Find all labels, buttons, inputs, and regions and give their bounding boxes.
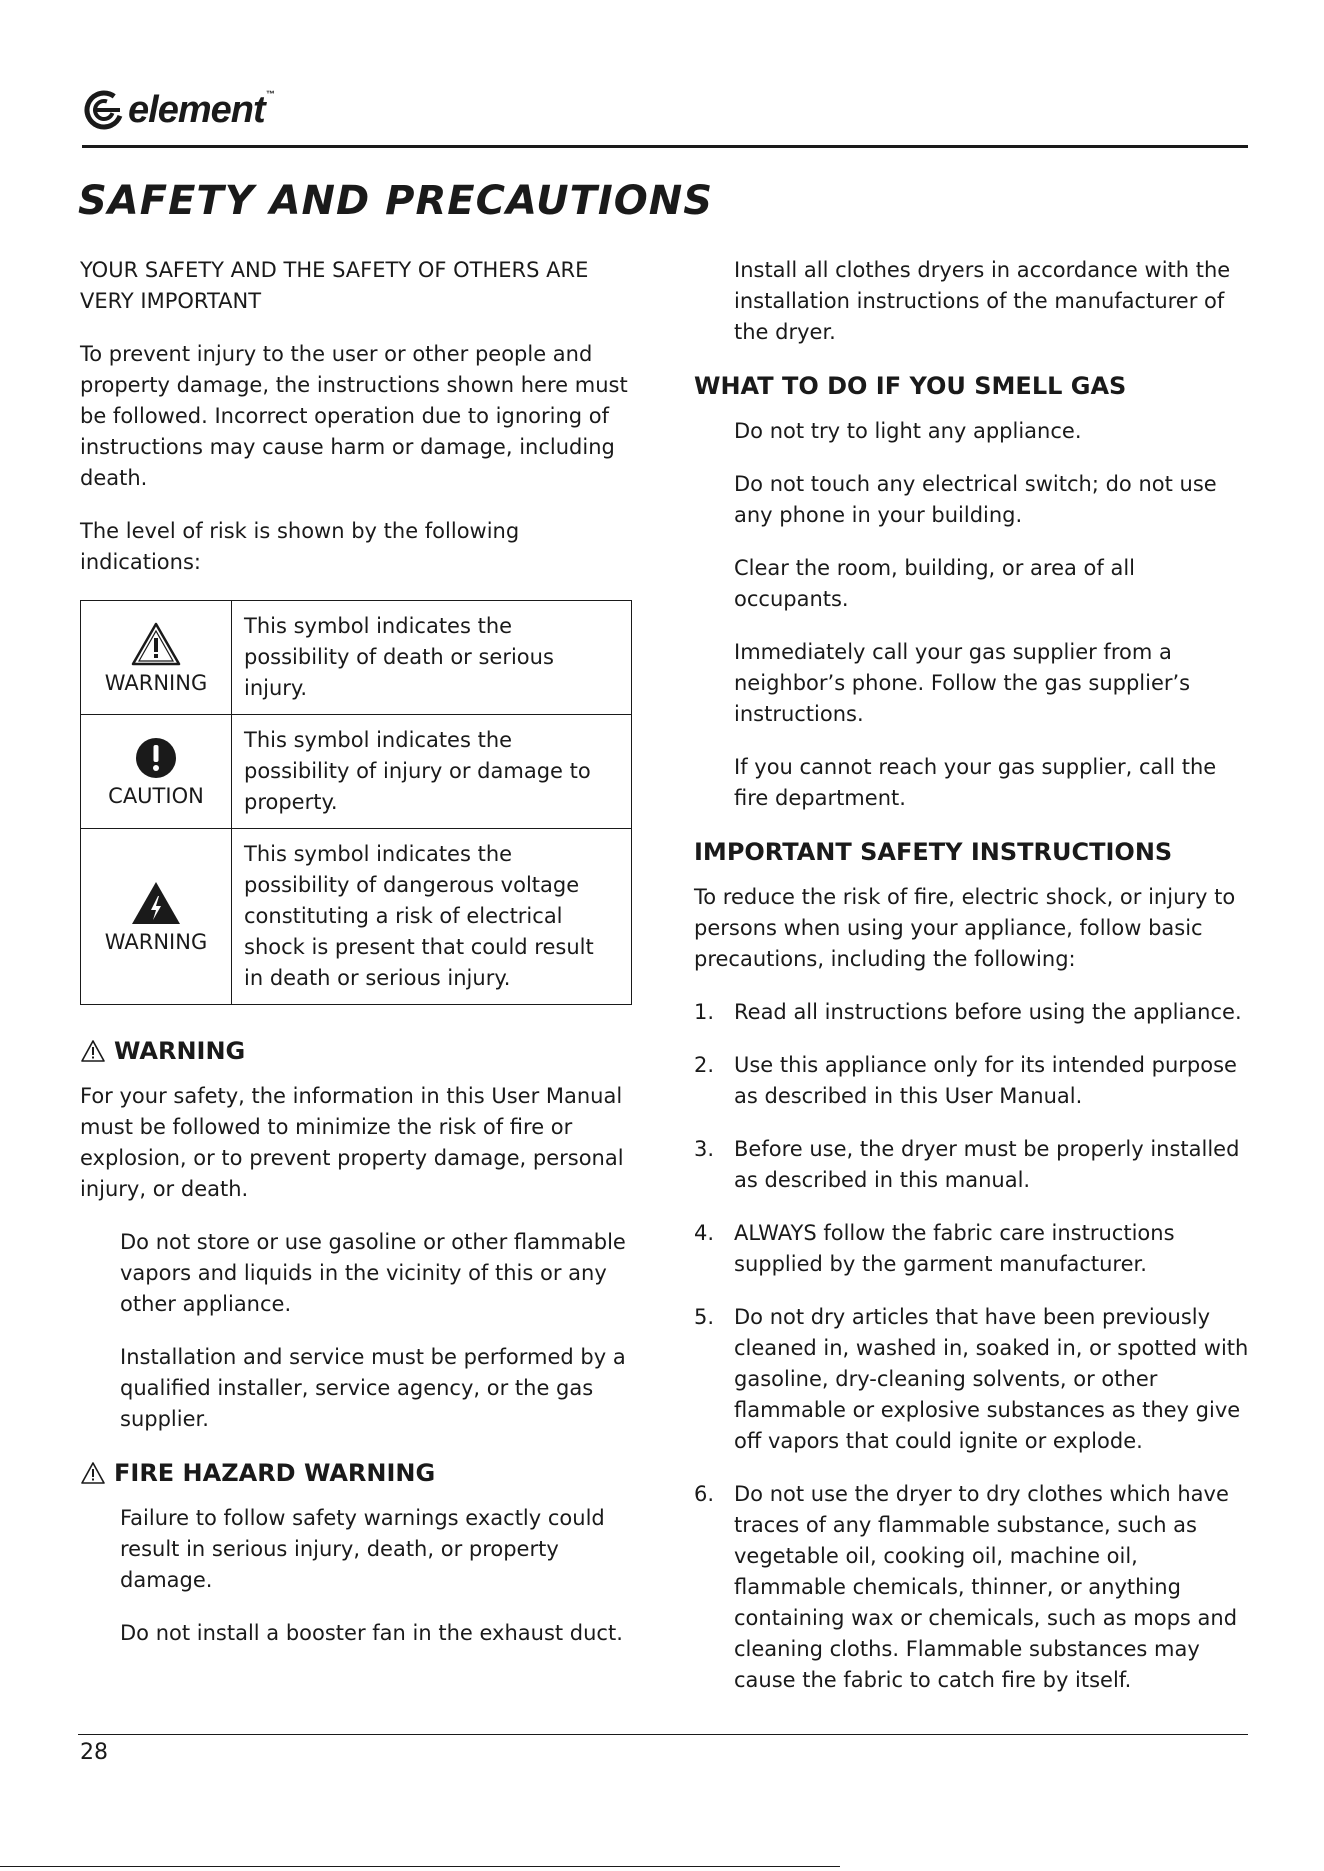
- exclamation-circle-icon: [134, 736, 178, 780]
- fire-item: Do not install a booster fan in the exhaust duct.: [120, 1621, 623, 1645]
- warning-triangle-icon: [80, 1461, 106, 1485]
- install-paragraph: Install all clothes dryers in accordance with the installation instructions of the manufacturer of the dryer.: [734, 258, 1231, 344]
- risk-description: This symbol indicates the possibility of death or serious injury.: [244, 614, 554, 700]
- header-divider: [82, 145, 1248, 148]
- fire-hazard-heading: FIRE HAZARD WARNING: [80, 1457, 640, 1489]
- list-item: 3. Before use, the dryer must be properly installed as described in this manual.: [694, 1137, 1240, 1192]
- gas-item: Immediately call your gas supplier from a neighbor’s phone. Follow the gas supplier’s instructions.: [734, 640, 1191, 726]
- risk-label: CAUTION: [108, 783, 204, 808]
- brand-header: [82, 88, 274, 132]
- gas-item: Do not try to light any appliance.: [734, 419, 1082, 443]
- gas-item: Clear the room, building, or area of all occupants.: [734, 556, 1135, 611]
- table-row: [81, 601, 632, 715]
- gas-item: Do not touch any electrical switch; do not use any phone in your building.: [734, 472, 1217, 527]
- left-column: [80, 255, 640, 1649]
- fire-item: Failure to follow safety warnings exactly could result in serious injury, death, or property damage.: [120, 1506, 605, 1592]
- intro-paragraph: To prevent injury to the user or other people and property damage, the instructions shown here must be followed. Incorrect operation due to ignoring of instructions may cause harm or damage, including death.: [80, 342, 628, 490]
- warning-triangle-icon: [80, 1039, 106, 1063]
- risk-description: This symbol indicates the possibility of injury or damage to property.: [244, 728, 591, 814]
- warning-heading: WARNING: [80, 1035, 640, 1067]
- list-item: 2. Use this appliance only for its intended purpose as described in this User Manual.: [694, 1053, 1237, 1108]
- warning-paragraph: For your safety, the information in this User Manual must be followed to minimize the risk of fire or explosion, or to prevent property damage, personal injury, or death.: [80, 1084, 624, 1201]
- intro-caps: YOUR SAFETY AND THE SAFETY OF OTHERS ARE VERY IMPORTANT: [80, 258, 589, 313]
- safety-steps-list: [694, 997, 1254, 1696]
- brand-name: element™: [128, 88, 274, 131]
- gas-item: If you cannot reach your gas supplier, call the fire department.: [734, 755, 1217, 810]
- important-safety-heading: IMPORTANT SAFETY INSTRUCTIONS: [694, 838, 1173, 866]
- bottom-edge-line: [0, 1866, 840, 1867]
- risk-label: WARNING: [104, 670, 208, 695]
- list-item: 4. ALWAYS follow the fabric care instructions supplied by the garment manufacturer.: [694, 1221, 1175, 1276]
- risk-description: This symbol indicates the possibility of dangerous voltage constituting a risk of electrical shock is present that could result in death or serious injury.: [244, 842, 594, 990]
- page-number: 28: [80, 1740, 108, 1765]
- gas-heading: WHAT TO DO IF YOU SMELL GAS: [694, 372, 1127, 400]
- warning-item: Do not store or use gasoline or other flammable vapors and liquids in the vicinity of this or any other appliance.: [120, 1230, 626, 1316]
- important-safety-paragraph: To reduce the risk of fire, electric shock, or injury to persons when using your appliance, follow basic precautions, including the following:: [694, 885, 1236, 971]
- right-column: [694, 255, 1254, 1718]
- table-row: [81, 715, 632, 829]
- risk-symbol-table: [80, 600, 632, 1005]
- risk-label: WARNING: [104, 929, 208, 954]
- warning-item: Installation and service must be performed by a qualified installer, service agency, or the gas supplier.: [120, 1345, 626, 1431]
- list-item: 5. Do not dry articles that have been previously cleaned in, washed in, soaked in, or spotted with gasoline, dry-cleaning solvents, or other flammable or explosive substances as they give off vapors that could ignite or explode.: [694, 1305, 1249, 1453]
- footer-divider: [78, 1734, 1248, 1735]
- warning-triangle-icon: [130, 621, 182, 667]
- list-item: 1. Read all instructions before using the appliance.: [694, 1000, 1242, 1024]
- risk-intro: The level of risk is shown by the following indications:: [80, 519, 520, 574]
- list-item: 6. Do not use the dryer to dry clothes which have traces of any flammable substance, such as vegetable oil, cooking oil, machine oil, flammable chemicals, thinner, or anything containing wax or chemicals, such as mops and cleaning cloths. Flammable substances may cause the fabric to catch fire by itself.: [694, 1482, 1238, 1692]
- page-title: SAFETY AND PRECAUTIONS: [78, 178, 714, 224]
- high-voltage-icon: [130, 880, 182, 926]
- table-row: [81, 829, 632, 1005]
- element-logo-icon: [82, 88, 126, 132]
